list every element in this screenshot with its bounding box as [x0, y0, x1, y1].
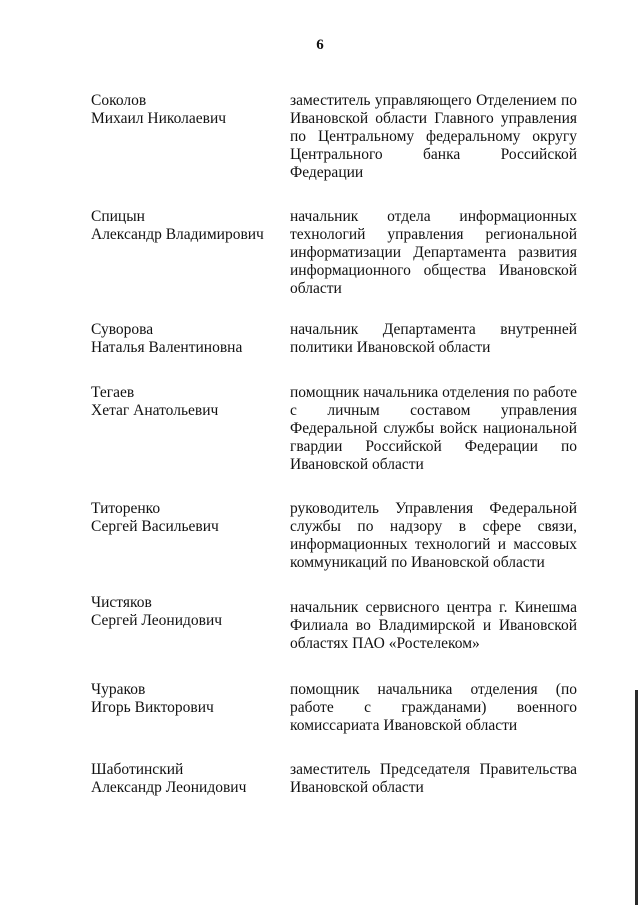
member-given-names: Игорь Викторович	[91, 699, 214, 716]
member-position: заместитель Председателя Правительства Ивановской области	[290, 761, 577, 796]
member-given-names: Александр Владимирович	[91, 226, 264, 243]
scan-edge-shadow	[635, 690, 638, 905]
member-name	[91, 594, 276, 630]
member-name	[91, 681, 276, 717]
page-number: 6	[316, 37, 324, 53]
member-surname: Спицын	[91, 208, 145, 225]
member-position: помощник начальника отделения по работе с личным составом управления Федеральной службы войск национальной гвардии Российской Федерации по Ивановской области	[290, 384, 577, 473]
member-position: помощник начальника отделения (по работе с гражданами) военного комиссариата Ивановской области	[290, 681, 577, 734]
member-name	[91, 208, 276, 244]
member-position: начальник сервисного центра г. Кинешма Филиала во Владимирской и Ивановской областях ПАО «Ростелеком»	[290, 599, 577, 652]
member-position: руководитель Управления Федеральной службы по надзору в сфере связи, информационных технологий и массовых коммуникаций по Ивановской области	[290, 500, 577, 571]
member-surname: Титоренко	[91, 500, 161, 517]
member-name	[91, 92, 276, 128]
member-given-names: Александр Леонидович	[91, 779, 247, 796]
member-name	[91, 321, 276, 357]
member-position: начальник отдела информационных технологий управления региональной информатизации Департамента развития информационного общества Ивановской области	[290, 208, 577, 297]
member-surname: Соколов	[91, 92, 147, 109]
member-given-names: Сергей Леонидович	[91, 612, 223, 629]
member-given-names: Хетаг Анатольевич	[91, 402, 219, 419]
member-surname: Чураков	[91, 681, 146, 698]
member-position: заместитель управляющего Отделением по Ивановской области Главного управления по Центральному федеральному округу Центрального банка Российской Федерации	[290, 92, 577, 181]
member-name	[91, 761, 276, 797]
member-position: начальник Департамента внутренней политики Ивановской области	[290, 321, 577, 356]
member-surname: Шаботинский	[91, 761, 184, 778]
member-given-names: Сергей Васильевич	[91, 518, 219, 535]
member-name	[91, 500, 276, 536]
member-name	[91, 384, 276, 420]
member-given-names: Михаил Николаевич	[91, 110, 227, 127]
member-surname: Тегаев	[91, 384, 135, 401]
member-surname: Суворова	[91, 321, 154, 338]
member-given-names: Наталья Валентиновна	[91, 339, 243, 356]
member-surname: Чистяков	[91, 594, 152, 611]
